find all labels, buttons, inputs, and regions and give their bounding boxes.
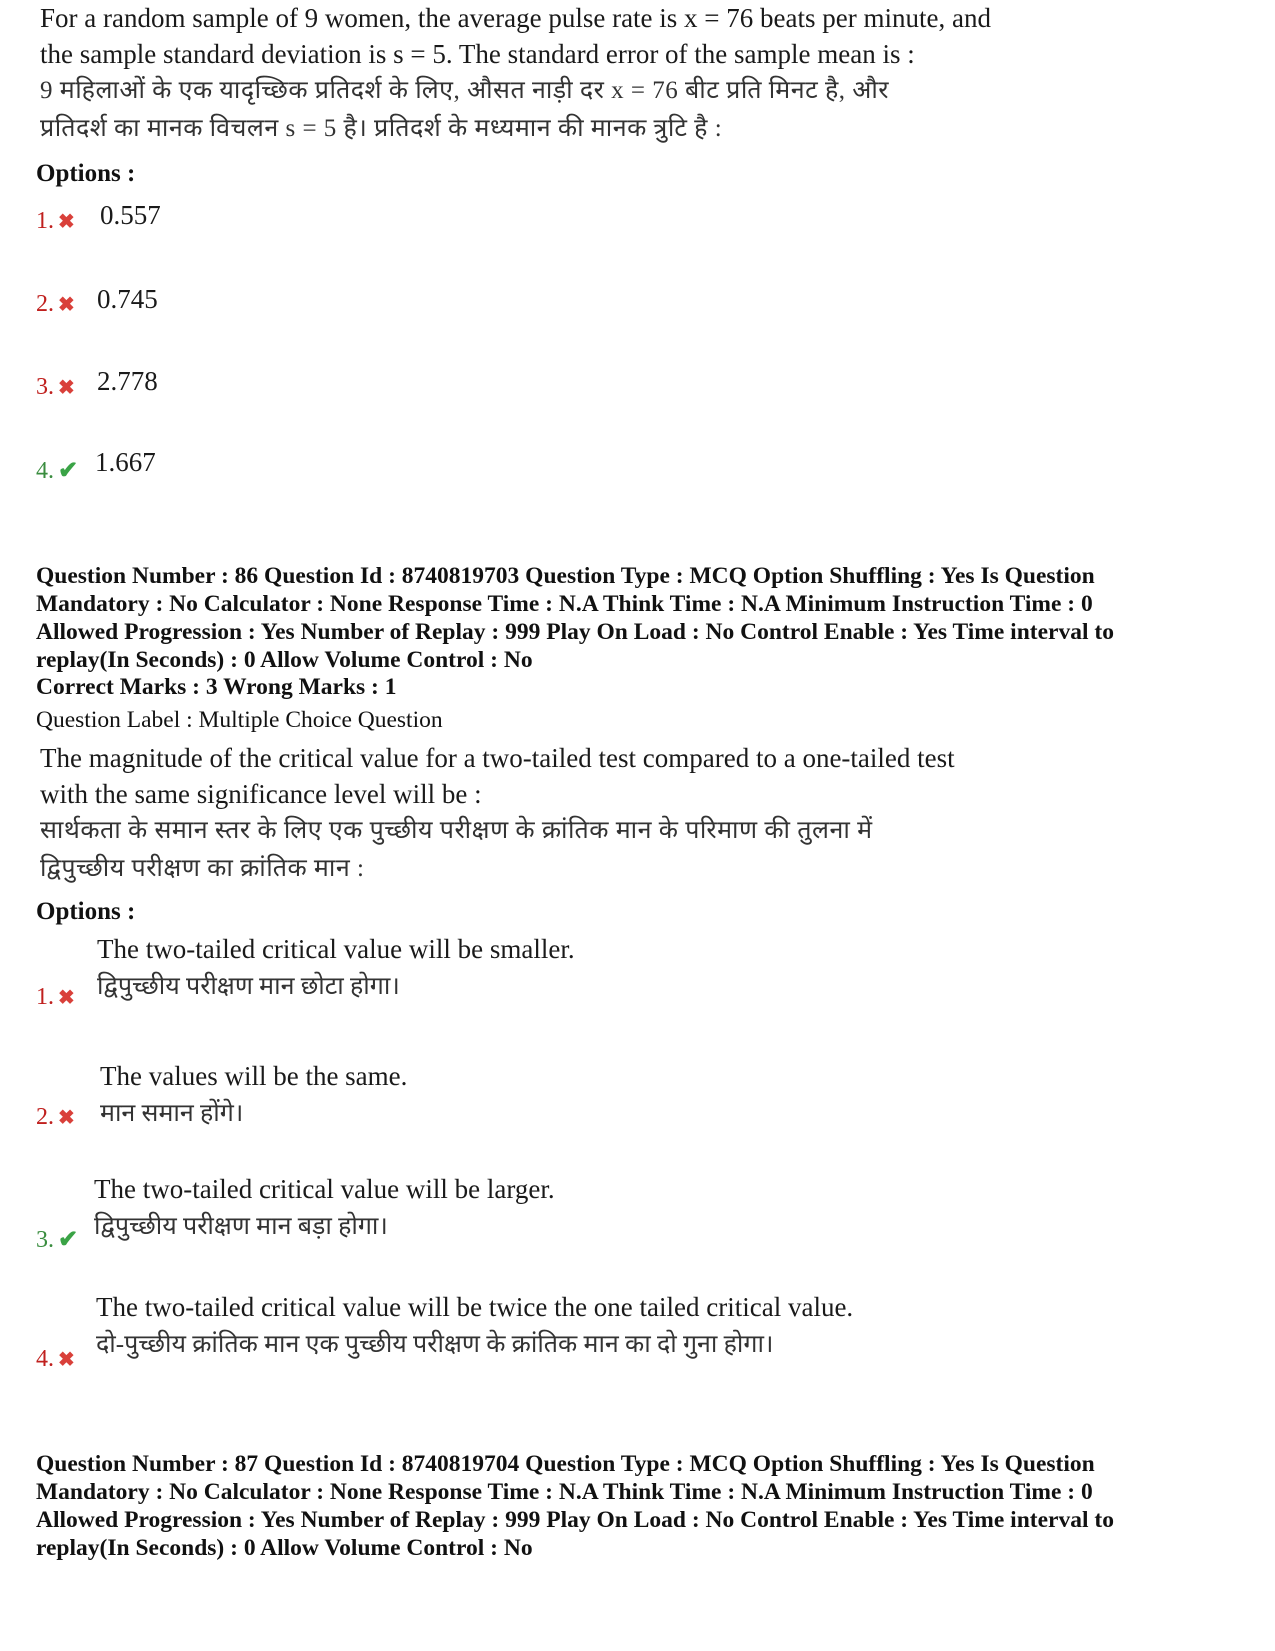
q86-marks: Correct Marks : 3 Wrong Marks : 1 bbox=[36, 674, 397, 700]
q86-question-label: Question Label : Multiple Choice Question bbox=[36, 707, 443, 733]
q85-option-2 bbox=[36, 291, 75, 318]
q87-meta-line-2: Mandatory : No Calculator : None Response Time : N.A Think Time : N.A Minimum Instruction Time : 0 bbox=[36, 1479, 1093, 1505]
q87-meta bbox=[36, 1450, 1246, 1562]
q85-option-1-text: 0.557 bbox=[100, 200, 161, 230]
q86-option-1 bbox=[36, 984, 75, 1011]
q86-option-2-text bbox=[100, 1057, 407, 1133]
q86-meta-line-4: replay(In Seconds) : 0 Allow Volume Control : No bbox=[36, 647, 533, 673]
q86-text-en-2: with the same significance level will be : bbox=[40, 779, 482, 809]
option-number: 3. bbox=[36, 374, 54, 400]
wrong-mark-icon: ✖ bbox=[58, 377, 75, 399]
q86-meta bbox=[36, 562, 1246, 674]
wrong-mark-icon: ✖ bbox=[58, 294, 75, 316]
q85-option-4-text: 1.667 bbox=[95, 447, 156, 477]
option-text-hi: मान समान होंगे। bbox=[100, 1100, 244, 1127]
option-text-en: The two-tailed critical value will be larger. bbox=[94, 1174, 555, 1204]
correct-mark-icon: ✔ bbox=[58, 458, 79, 484]
q86-option-4 bbox=[36, 1346, 75, 1373]
option-number: 2. bbox=[36, 1104, 54, 1130]
option-text-hi: दो-पुच्छीय क्रांतिक मान एक पुच्छीय परीक्षण के क्रांतिक मान का दो गुना होगा। bbox=[96, 1331, 774, 1358]
wrong-mark-icon: ✖ bbox=[58, 987, 75, 1009]
q86-option-2 bbox=[36, 1104, 75, 1131]
q86-meta-line-2: Mandatory : No Calculator : None Response Time : N.A Think Time : N.A Minimum Instruction Time : 0 bbox=[36, 591, 1093, 617]
q86-text-en-1: The magnitude of the critical value for a two-tailed test compared to a one-tailed test bbox=[40, 743, 955, 773]
q85-options-title: Options : bbox=[36, 160, 136, 187]
q85-text-hi-1: 9 महिलाओं के एक यादृच्छिक प्रतिदर्श के लिए, औसत नाड़ी दर x = 76 बीट प्रति मिनट है, और bbox=[40, 77, 890, 104]
option-number: 2. bbox=[36, 291, 54, 317]
q86-option-1-text bbox=[97, 930, 575, 1006]
q85-option-3 bbox=[36, 374, 75, 401]
option-number: 3. bbox=[36, 1227, 54, 1253]
q85-option-3-text: 2.778 bbox=[97, 366, 158, 396]
q85-option-4 bbox=[36, 456, 78, 485]
option-number: 1. bbox=[36, 984, 54, 1010]
wrong-mark-icon: ✖ bbox=[58, 1107, 75, 1129]
q85-text-en-1: For a random sample of 9 women, the average pulse rate is x = 76 beats per minute, and bbox=[40, 3, 991, 33]
option-number: 4. bbox=[36, 458, 54, 484]
q86-option-3-text bbox=[94, 1170, 555, 1246]
q85-option-1 bbox=[36, 208, 75, 235]
option-text-en: The two-tailed critical value will be twice the one tailed critical value. bbox=[96, 1292, 854, 1322]
q87-meta-line-3: Allowed Progression : Yes Number of Replay : 999 Play On Load : No Control Enable : Yes Time interval to bbox=[36, 1507, 1114, 1533]
q86-meta-line-3: Allowed Progression : Yes Number of Replay : 999 Play On Load : No Control Enable : Yes Time interval to bbox=[36, 619, 1114, 645]
q86-meta-line-1: Question Number : 86 Question Id : 8740819703 Question Type : MCQ Option Shuffling : Yes Is Question bbox=[36, 563, 1095, 589]
q85-text-hi-2: प्रतिदर्श का मानक विचलन s = 5 है। प्रतिदर्श के मध्यमान की मानक त्रुटि है : bbox=[40, 115, 723, 142]
q86-options-title: Options : bbox=[36, 898, 136, 925]
q87-meta-line-1: Question Number : 87 Question Id : 8740819704 Question Type : MCQ Option Shuffling : Yes Is Question bbox=[36, 1451, 1095, 1477]
option-text-en: The two-tailed critical value will be smaller. bbox=[97, 934, 575, 964]
option-number: 4. bbox=[36, 1346, 54, 1372]
q86-option-3 bbox=[36, 1225, 78, 1254]
wrong-mark-icon: ✖ bbox=[58, 211, 75, 233]
option-text-hi: द्विपुच्छीय परीक्षण मान छोटा होगा। bbox=[97, 973, 400, 1000]
q86-text-hi-1: सार्थकता के समान स्तर के लिए एक पुच्छीय परीक्षण के क्रांतिक मान के परिमाण की तुलना में bbox=[40, 817, 873, 844]
wrong-mark-icon: ✖ bbox=[58, 1349, 75, 1371]
option-text-hi: द्विपुच्छीय परीक्षण मान बड़ा होगा। bbox=[94, 1213, 388, 1240]
option-number: 1. bbox=[36, 208, 54, 234]
q85-option-2-text: 0.745 bbox=[97, 284, 158, 314]
q85-text-en-2: the sample standard deviation is s = 5. The standard error of the sample mean is : bbox=[40, 39, 915, 69]
q87-meta-line-4: replay(In Seconds) : 0 Allow Volume Control : No bbox=[36, 1535, 533, 1561]
correct-mark-icon: ✔ bbox=[58, 1227, 79, 1253]
q86-text-hi-2: द्विपुच्छीय परीक्षण का क्रांतिक मान : bbox=[40, 855, 365, 882]
q86-option-4-text bbox=[96, 1288, 853, 1364]
option-text-en: The values will be the same. bbox=[100, 1061, 408, 1091]
